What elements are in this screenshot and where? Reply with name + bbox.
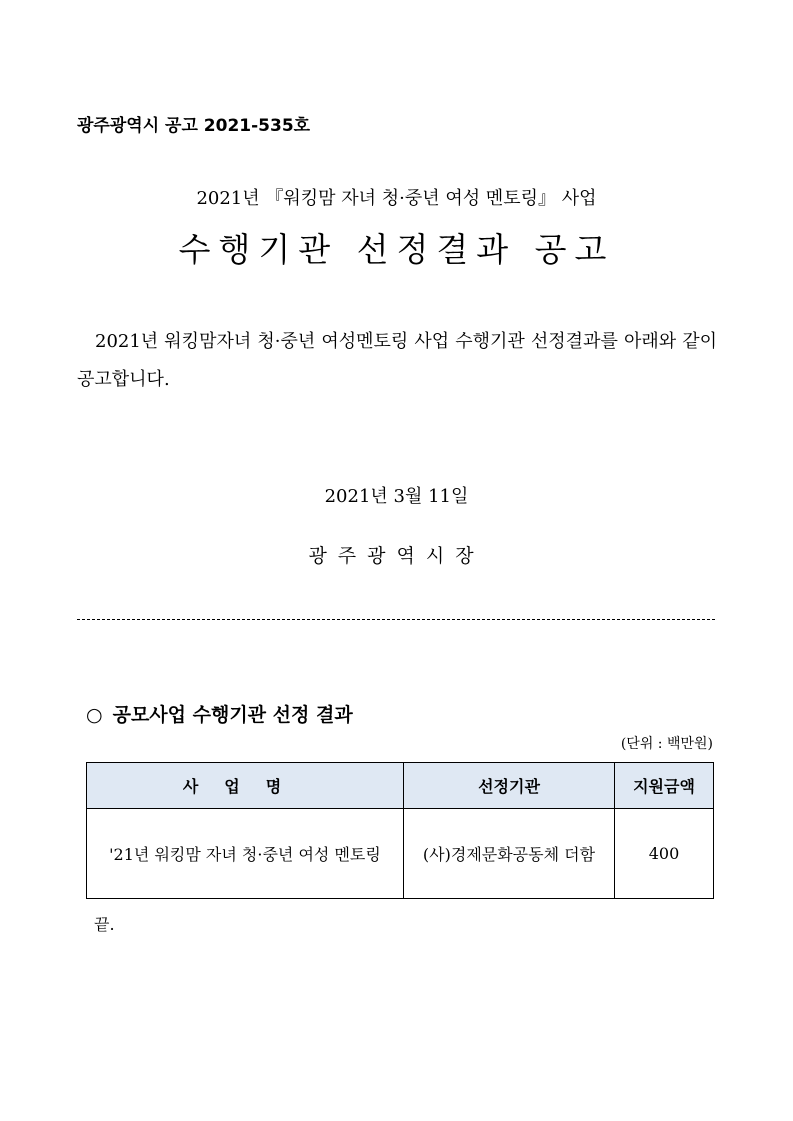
notice-subtitle: 2021년 『워킹맘 자녀 청·중년 여성 멘토링』 사업 xyxy=(196,188,597,209)
end-mark: 끝. xyxy=(94,915,115,934)
dashed-divider xyxy=(77,619,715,620)
notice-body-text: 2021년 워킹맘자녀 청·중년 여성멘토링 사업 수행기관 선정결과를 아래와 같이 공고합니다. xyxy=(77,331,717,390)
notice-number: 광주광역시 공고 2021-535호 xyxy=(77,116,311,136)
cell-support-amount: 400 xyxy=(615,809,714,899)
section-heading-text: 공모사업 수행기관 선정 결과 xyxy=(112,704,353,726)
table-row xyxy=(87,809,714,899)
table-header-row xyxy=(87,763,714,809)
section-heading xyxy=(86,700,353,727)
header-business-name: 사업명 xyxy=(87,763,404,809)
unit-note: (단위 : 백만원) xyxy=(620,736,713,752)
signer-name: 광주광역시장 xyxy=(308,545,485,567)
header-support-amount: 지원금액 xyxy=(615,763,714,809)
header-selected-org: 선정기관 xyxy=(404,763,615,809)
cell-selected-org: (사)경제문화공동체 더함 xyxy=(404,809,615,899)
page-title: 수행기관 선정결과 공고 xyxy=(178,230,615,269)
notice-body xyxy=(77,323,717,399)
circle-bullet-icon: ○ xyxy=(86,704,103,726)
cell-business-name: '21년 워킹맘 자녀 청·중년 여성 멘토링 xyxy=(87,809,404,899)
results-table xyxy=(86,762,714,899)
notice-date: 2021년 3월 11일 xyxy=(324,486,469,507)
